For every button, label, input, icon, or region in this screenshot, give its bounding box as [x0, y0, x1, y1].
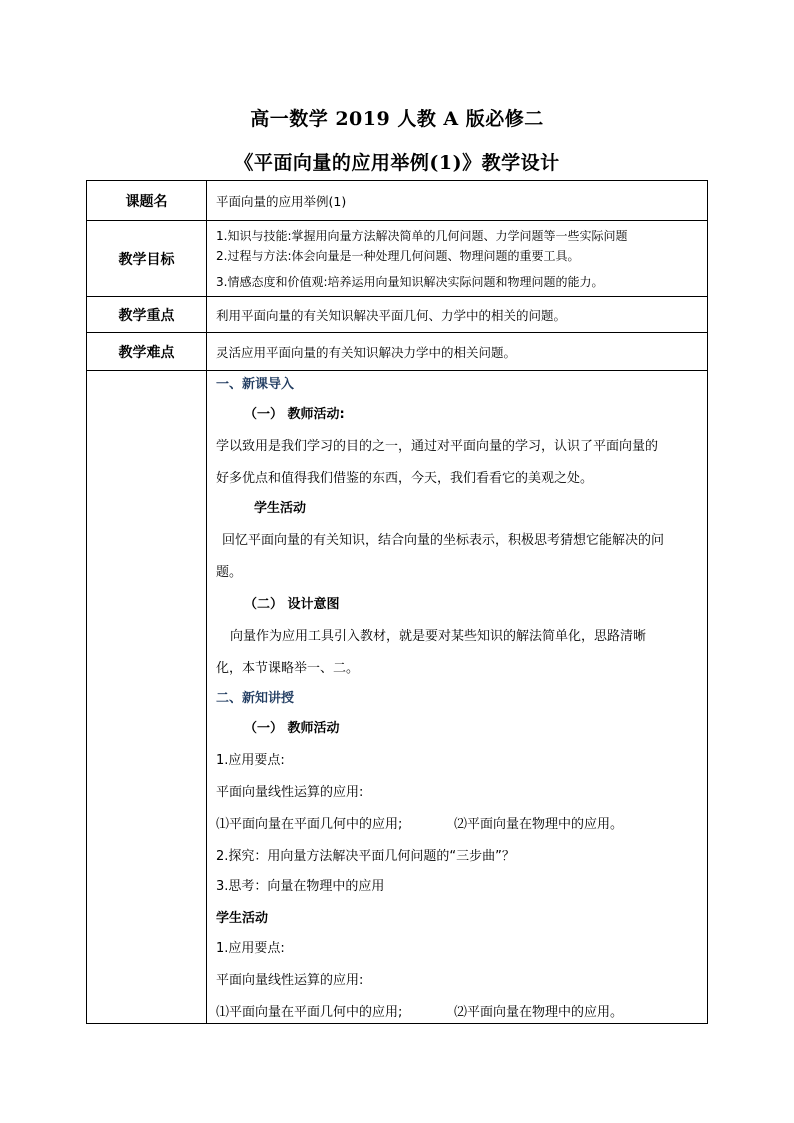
section-1-design-heading: （二） 设计意图 [244, 597, 340, 612]
doc-title-line2: 《平面向量的应用举例(1)》教学设计 [234, 152, 560, 174]
table-row-difficulties [87, 333, 707, 371]
section-2-line3b: ⑵平面向量在物理中的应用。 [454, 817, 624, 832]
section-1-title: 一、新课导入 [216, 377, 295, 392]
section-2-line8a: ⑴平面向量在平面几何中的应用; [216, 1005, 403, 1020]
row-label-key-points: 教学重点 [87, 297, 207, 332]
goal-line-2: 2.过程与方法:体会向量是一种处理几何问题、物理问题的重要工具。 [216, 249, 580, 263]
row-label-difficulties: 教学难点 [87, 333, 207, 370]
row-label-goals: 教学目标 [87, 221, 207, 296]
section-1-teacher-heading: （一） 教师活动: [244, 407, 345, 422]
section-2-line4: 2.探究：用向量方法解决平面几何问题的“三步曲”？ [216, 849, 515, 864]
table-row-process [87, 371, 707, 1023]
section-2-teacher-heading: （一） 教师活动 [244, 721, 340, 736]
section-1-para1-line1: 学以致用是我们学习的目的之一，通过对平面向量的学习，认识了平面向量的 [216, 439, 659, 454]
section-1-para2-line1: 回忆平面向量的有关知识，结合向量的坐标表示，积极思考猜想它能解决的问 [222, 533, 665, 548]
section-2-line1: 1.应用要点: [216, 753, 285, 768]
section-1-para1-line2: 好多优点和值得我们借鉴的东西，今天，我们看看它的美观之处。 [216, 471, 594, 486]
section-2-line6: 1.应用要点: [216, 941, 285, 956]
lesson-table [86, 180, 708, 1024]
row-content-key-points: 利用平面向量的有关知识解决平面几何、力学中的相关的问题。 [216, 307, 567, 323]
process-content [208, 371, 707, 1023]
table-row-key-points [87, 297, 707, 333]
row-content-topic: 平面向量的应用举例(1) [216, 193, 347, 209]
process-label-cell [87, 371, 207, 1023]
row-label-topic: 课题名 [87, 181, 207, 220]
doc-title-line1: 高一数学 2019 人教 A 版必修二 [250, 108, 544, 130]
section-2-line7: 平面向量线性运算的应用: [216, 973, 364, 988]
section-2-line3a: ⑴平面向量在平面几何中的应用; [216, 817, 403, 832]
row-content-difficulties: 灵活应用平面向量的有关知识解决力学中的相关问题。 [216, 344, 517, 360]
row-content-goals [208, 221, 707, 296]
section-2-student-heading: 学生活动 [216, 911, 269, 926]
section-2-title: 二、新知讲授 [216, 691, 295, 706]
section-2-line2: 平面向量线性运算的应用: [216, 785, 364, 800]
section-1-student-heading: 学生活动 [254, 501, 307, 516]
section-1-para3-line1: 向量作为应用工具引入教材，就是要对某些知识的解法简单化，思路清晰 [230, 629, 647, 644]
table-row-topic [87, 181, 707, 221]
section-2-line8b: ⑵平面向量在物理中的应用。 [454, 1005, 624, 1020]
table-row-goals [87, 221, 707, 297]
goal-line-1: 1.知识与技能:掌握用向量方法解决简单的几何问题、力学问题等一些实际问题 [216, 229, 628, 243]
section-1-para2-line2: 题。 [216, 565, 243, 580]
section-2-line5: 3.思考：向量在物理中的应用 [216, 879, 385, 894]
section-1-para3-line2: 化，本节课略举一、二。 [216, 661, 360, 676]
goal-line-3: 3.情感态度和价值观:培养运用向量知识解决实际问题和物理问题的能力。 [216, 275, 604, 289]
